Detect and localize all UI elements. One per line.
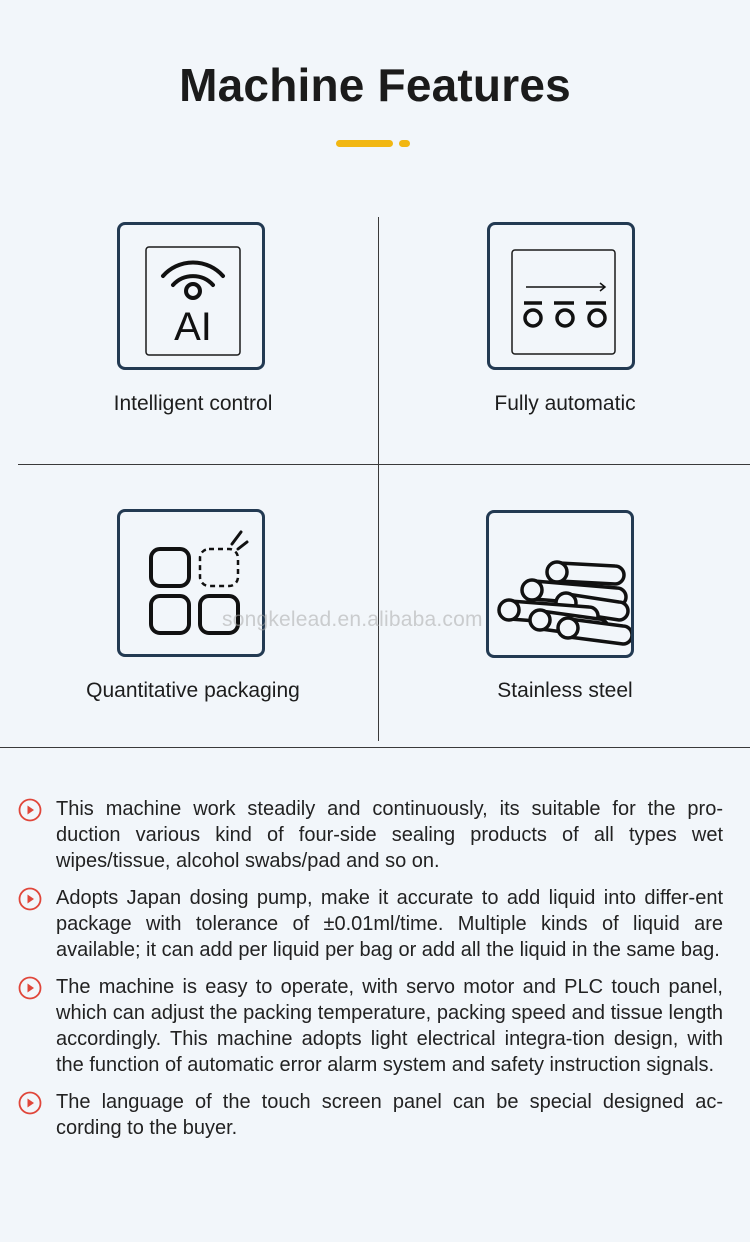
ai-signal-icon [117, 222, 265, 370]
play-circle-icon [18, 887, 42, 911]
list-item-text: The language of the touch screen panel can be special designed ac-cording to the buyer. [56, 1091, 723, 1139]
play-circle-icon [18, 976, 42, 1000]
packaging-grid-icon [117, 509, 265, 657]
list-item [18, 796, 723, 874]
play-circle-icon [18, 798, 42, 822]
conveyor-rollers-icon [487, 222, 635, 370]
grid-horizontal-divider [18, 464, 750, 465]
list-item-text: This machine work steadily and continuously, its suitable for the pro-duction various kind of four-side sealing products of all types wet wipes/tissue, alcohol swabs/pad and so on. [56, 798, 723, 872]
feature-label: Stainless steel [497, 679, 633, 702]
list-item [18, 885, 723, 963]
title-accent-dot [399, 140, 410, 147]
ai-icon-text: AI [174, 305, 212, 349]
watermark: songkelead.en.alibaba.com [222, 608, 483, 631]
list-item-text: The machine is easy to operate, with servo motor and PLC touch panel, which can adjust the packing temperature, packing speed and tissue length accordingly. This machine adopts light electrical integra-tion design, with the function of automatic error alarm system and safety instruction signals. [56, 976, 723, 1076]
feature-label: Intelligent control [113, 392, 273, 415]
grid-vertical-divider [378, 217, 379, 741]
list-item-text: Adopts Japan dosing pump, make it accurate to add liquid into differ-ent package with tolerance of ±0.01ml/time. Multiple kinds of liquid are available; it can add per liquid per bag or add all the liquid in the same bag. [56, 887, 723, 961]
section-divider [0, 747, 750, 748]
feature-label: Quantitative packaging [86, 679, 300, 702]
feature-description-list [18, 796, 723, 1152]
page-title: Machine Features [179, 59, 571, 111]
play-circle-icon [18, 1091, 42, 1115]
list-item [18, 974, 723, 1078]
title-accent-bar [336, 140, 393, 147]
steel-pipes-icon [486, 510, 634, 658]
list-item [18, 1089, 723, 1141]
feature-label: Fully automatic [494, 392, 636, 415]
